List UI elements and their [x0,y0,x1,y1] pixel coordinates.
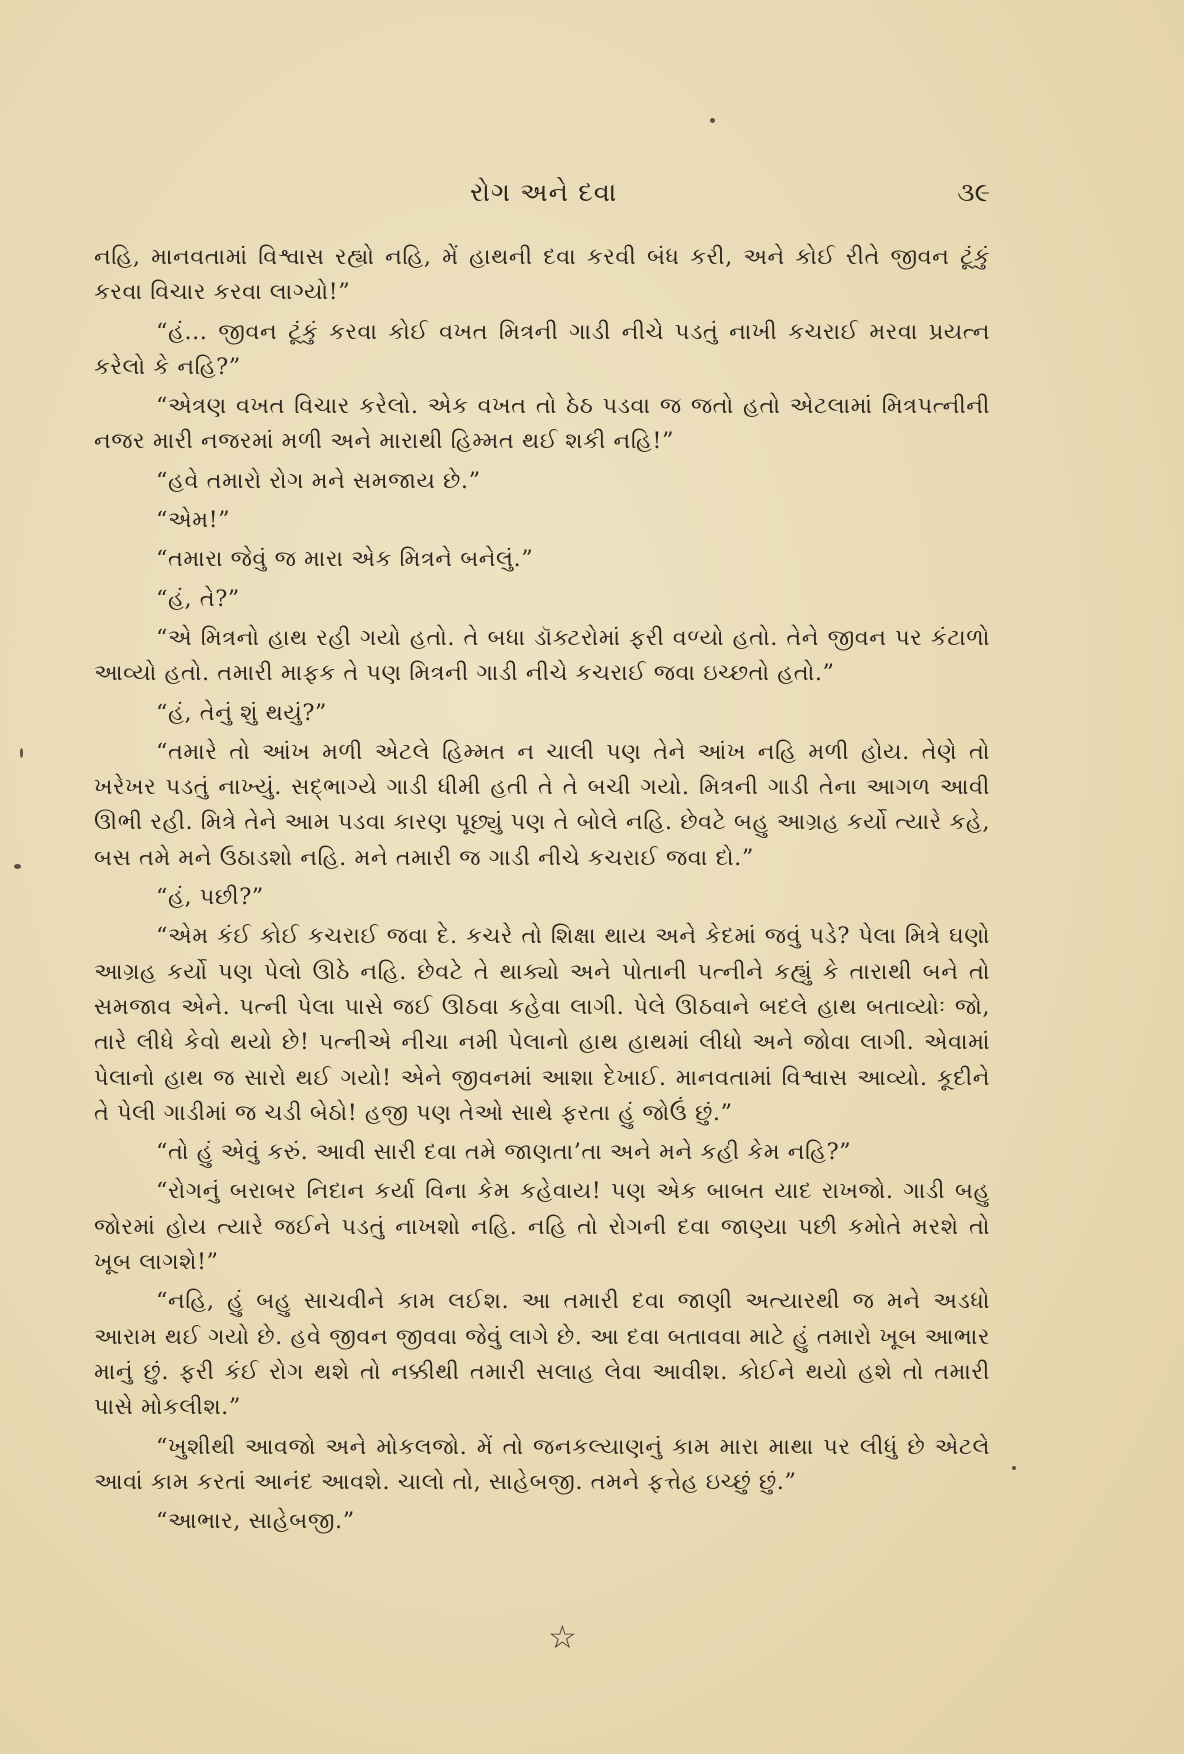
page-body [94,240,990,1539]
star-ornament-icon: ☆ [548,1618,577,1656]
paragraph: “આભાર, સાહેબજી.” [156,1508,355,1535]
paper-speck [710,118,715,123]
paragraph: “હં, તે?” [156,585,240,612]
paragraph: “નહિ, હું બહુ સાચવીને કામ લઈશ. આ તમારી દવા જાણી અત્યારથી જ મને અડધો આરામ થઈ ગયો છે. હવે જીવન જીવવા જેવું લાગે છે. આ દવા બતાવવા માટે હું તમારો ખૂબ આભાર માનું છું. ફરી કંઈ રોગ થશે તો નક્કીથી તમારી સલાહ લેવા આવીશ. કોઈને થયો હશે તો તમારી પાસે મોકલીશ.” [94,1288,990,1421]
paragraph: “હં, તેનું શું થયું?” [156,699,327,726]
paragraph: “રોગનું બરાબર નિદાન કર્યા વિના કેમ કહેવાય! પણ એક બાબત યાદ રાખજો. ગાડી બહુ જોરમાં હોય ત્યારે જઈને પડતું નાખશો નહિ. નહિ તો રોગની દવા જાણ્યા પછી કમોતે મરશે તો ખૂબ લાગશે!” [94,1178,991,1276]
running-title: રોગ અને દવા [470,178,618,208]
page-number: ૩૯ [957,178,990,208]
paragraph: નહિ, માનવતામાં વિશ્વાસ રહ્યો નહિ, મેં હાથની દવા કરવી બંધ કરી, અને કોઈ રીતે જીવન ટૂંકું કરવા વિચાર કરવા લાગ્યો!” [94,244,990,306]
paper-speck [20,748,23,758]
paragraph: “તમારા જેવું જ મારા એક મિત્રને બનેલું.” [156,546,534,573]
paragraph: “એમ કંઈ કોઈ કચરાઈ જવા દે. કચરે તો શિક્ષા થાય અને કેદમાં જવું પડે? પેલા મિત્રે ઘણો આગ્રહ કર્યો પણ પેલો ઊઠે નહિ. છેવટે તે થાક્યો અને પોતાની પત્નીને કહ્યું કે તારાથી બને તો સમજાવ એને. પત્ની પેલા પાસે જઈ ઊઠવા કહેવા લાગી. પેલે ઊઠવાને બદલે હાથ બતાવ્યોઃ જો, તારે લીધે કેવો થયો છે! પત્નીએ નીચા નમી પેલાનો હાથ હાથમાં લીધો અને જોવા લાગી. એવામાં પેલાનો હાથ જ સારો થઈ ગયો! એને જીવનમાં આશા દેખાઈ. માનવતામાં વિશ્વાસ આવ્યો. કૂદીને તે પેલી ગાડીમાં જ ચડી બેઠો! હજી પણ તેઓ સાથે ફરતા હું જોઉં છું.” [94,923,990,1126]
paper-speck [1012,1466,1016,1470]
paragraph: “એમ!” [156,507,231,534]
page-header [90,178,990,218]
paragraph: “હં, પછી?” [156,884,264,911]
paragraph: “હવે તમારો રોગ મને સમજાય છે.” [156,467,481,494]
paragraph: “એત્રણ વખત વિચાર કરેલો. એક વખત તો ઠેઠ પડવા જ જતો હતો એટલામાં મિત્રપત્નીની નજર મારી નજરમાં મળી અને મારાથી હિમ્મત થઈ શકી નહિ!” [94,393,990,455]
paper-speck [14,864,21,869]
paragraph: “એ મિત્રનો હાથ રહી ગયો હતો. તે બધા ડૉક્ટરોમાં ફરી વળ્યો હતો. તેને જીવન પર કંટાળો આવ્યો હતો. તમારી માફક તે પણ મિત્રની ગાડી નીચે કચરાઈ જવા ઇચ્છતો હતો.” [94,624,990,687]
paragraph: “ખુશીથી આવજો અને મોકલજો. મેં તો જનકલ્યાણનું કામ મારા માથા પર લીધું છે એટલે આવાં કામ કરતાં આનંદ આવશે. ચાલો તો, સાહેબજી. તમને ફત્તેહ ઇચ્છું છું.” [94,1433,990,1495]
paragraph: “તો હું એવું કરું. આવી સારી દવા તમે જાણતા’તા અને મને કહી કેમ નહિ?” [156,1139,852,1166]
paragraph: “તમારે તો આંખ મળી એટલે હિમ્મત ન ચાલી પણ તેને આંખ નહિ મળી હોય. તેણે તો ખરેખર પડતું નાખ્યું. સદ્‌ભાગ્યે ગાડી ધીમી હતી તે તે બચી ગયો. મિત્રની ગાડી તેના આગળ આવી ઊભી રહી. મિત્રે તેને આમ પડવા કારણ પૂછ્યું પણ તે બોલે નહિ. છેવટે બહુ આગ્રહ કર્યો ત્યારે કહે, બસ તમે મને ઉઠાડશો નહિ. મને તમારી જ ગાડી નીચે કચરાઈ જવા દો.” [94,738,990,871]
paragraph: “હં... જીવન ટૂંકું કરવા કોઈ વખત મિત્રની ગાડી નીચે પડતું નાખી કચરાઈ મરવા પ્રયત્ન કરેલો કે નહિ?” [94,318,990,380]
